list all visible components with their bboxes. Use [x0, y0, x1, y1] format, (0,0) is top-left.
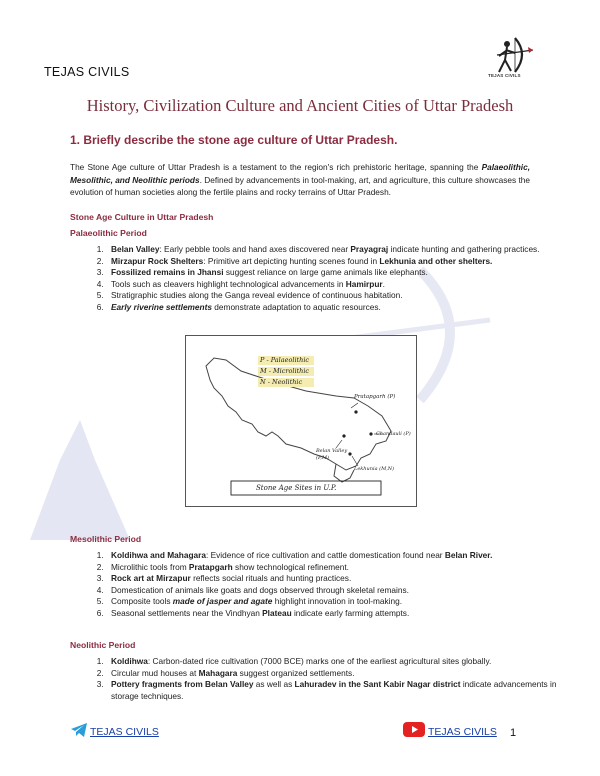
list-item: 3. Pottery fragments from Belan Valley as well as Lahuradev in the Sant Kabir Nagar district indicate advancements in storage techniques.	[106, 679, 568, 702]
page-title: History, Civilization Culture and Ancient Cities of Uttar Pradesh	[86, 96, 514, 115]
site-label-pratapgarh: Pratapgarh (P)	[354, 394, 396, 400]
mesolithic-heading: Mesolithic Period	[70, 534, 142, 544]
list-item: 1. Koldihwa and Mahagara: Evidence of rice cultivation and cattle domestication found near Belan River.	[106, 550, 568, 562]
stone-age-sites-map	[185, 335, 417, 507]
list-item: 4. Tools such as cleavers highlight technological advancements in Hamirpur.	[106, 279, 568, 291]
youtube-link[interactable]: TEJAS CIVILS	[428, 726, 497, 738]
telegram-link[interactable]: TEJAS CIVILS	[90, 726, 159, 738]
list-item: 1. Koldihwa: Carbon-dated rice cultivation (7000 BCE) marks one of the earliest agricultural sites globally.	[106, 656, 568, 668]
palaeolithic-heading: Palaeolithic Period	[70, 228, 147, 238]
map-caption: Stone Age Sites in U.P.	[256, 484, 337, 492]
list-item: 5. Stratigraphic studies along the Ganga reveal evidence of continuous habitation.	[106, 290, 568, 302]
site-label-chandauli: Chandauli (P)	[376, 431, 411, 437]
list-item: 6. Early riverine settlements demonstrate adaptation to aquatic resources.	[106, 302, 568, 314]
list-item: 6. Seasonal settlements near the Vindhyan Plateau indicate early farming attempts.	[106, 608, 568, 620]
site-label-lekhunia: Lekhunia (M,N)	[354, 466, 395, 472]
list-item: 3. Fossilized remains in Jhansi suggest reliance on large game animals like elephants.	[106, 267, 568, 279]
legend-neolithic: N - Neolithic	[260, 378, 303, 386]
site-label-belan-valley: Belan Valley (P,M)	[316, 448, 348, 461]
neolithic-list	[70, 656, 568, 702]
brand-name: TEJAS CIVILS	[44, 65, 130, 79]
palaeolithic-list	[70, 244, 568, 314]
list-item: 2. Circular mud houses at Mahagara suggest organized settlements.	[106, 668, 568, 680]
neolithic-heading: Neolithic Period	[70, 640, 136, 650]
list-item: 4. Domestication of animals like goats and dogs observed through skeletal remains.	[106, 585, 568, 597]
logo-caption: TEJAS CIVILS	[488, 73, 521, 78]
page-number: 1	[510, 727, 517, 739]
watermark-figure-icon	[20, 400, 140, 545]
mesolithic-list	[70, 550, 568, 620]
archer-logo-icon	[485, 34, 539, 78]
list-item: 3. Rock art at Mirzapur reflects social rituals and hunting practices.	[106, 573, 568, 585]
list-item: 2. Microlithic tools from Pratapgarh show technological refinement.	[106, 562, 568, 574]
list-item: 5. Composite tools made of jasper and agate highlight innovation in tool-making.	[106, 596, 568, 608]
youtube-icon	[403, 722, 425, 737]
section-heading: Stone Age Culture in Uttar Pradesh	[70, 212, 214, 222]
telegram-icon	[70, 722, 88, 743]
intro-paragraph: The Stone Age culture of Uttar Pradesh is a testament to the region's rich prehistoric heritage, spanning the Palaeolithic, Mesolithic, and Neolithic periods. Defined by advancements in tool-making, art, and agriculture, this culture showcases the evolution of human societies along the fertile plains and rocky terrains of Uttar Pradesh.	[70, 162, 530, 197]
legend-palaeolithic: P - Palaeolithic	[260, 356, 310, 364]
question-heading: 1. Briefly describe the stone age culture of Uttar Pradesh.	[70, 133, 398, 147]
list-item: 1. Belan Valley: Early pebble tools and hand axes discovered near Prayagraj indicate hunting and gathering practices.	[106, 244, 568, 256]
legend-microlithic: M - Microlithic	[260, 367, 310, 375]
list-item: 2. Mirzapur Rock Shelters: Primitive art depicting hunting scenes found in Lekhunia and other shelters.	[106, 256, 568, 268]
